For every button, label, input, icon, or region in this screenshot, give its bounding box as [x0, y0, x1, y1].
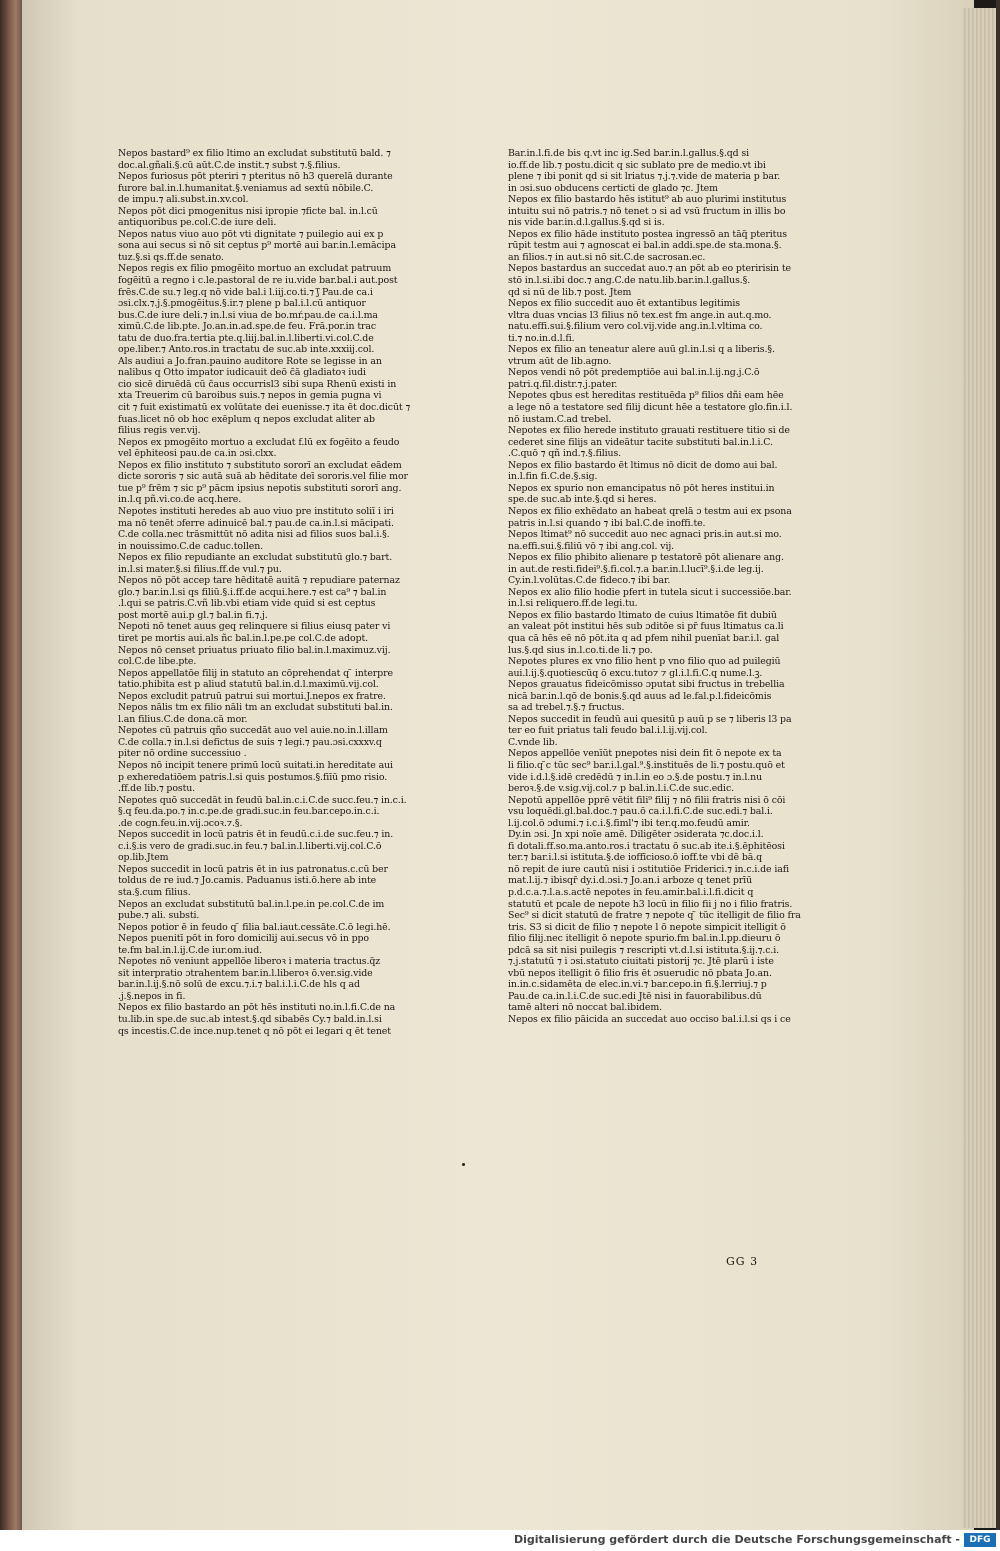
text-line: Nepos bastardus an succedat auo.⁊ an pōt ab eo pteririsin te	[508, 263, 791, 275]
text-line: Nepos ex filio phibito alienare p testatorē pōt alienare ang.	[508, 552, 784, 564]
text-line: li filio.q ̃c tūc sec⁹ bar.i.l.gal.⁹.§.instituēs de li.⁊ postu.quō et	[508, 759, 785, 771]
text-line: ter.⁊ bar.i.l.si istituta.§.de ioffīcioso.ō ioff.te vbi dē bā.q	[508, 852, 763, 864]
text-line: cederet sine filijs an videātur tacite substituti bal.in.l.i.C.	[508, 436, 773, 448]
text-line: patris in.l.si quando ⁊ ibi bal.C.de inoffi.te.	[508, 517, 706, 529]
text-line: tamē alteri nō noccat bal.ibidem.	[508, 1002, 663, 1014]
text-line: antiquoribus pe.col.C.de iure deli.	[118, 217, 277, 229]
text-line: Nepos ex filio instituto ⁊ substituto sororī an excludat eādem	[118, 459, 402, 471]
text-line: frēs.C.de su.⁊ leg.q nō vide bal.i l.iij.co.ti.⁊ ʃ̃ Pau.de ca.i	[118, 286, 373, 298]
text-line: Nepos nō pōt accep tare hēditatē auitā ⁊ repudiare paternaz	[118, 575, 400, 587]
text-line: l.an filius.C.de dona.cā mor.	[118, 713, 248, 725]
text-line: sona aui secus si nō sit ceptus p⁹ mortē aui bar.in.l.emācipa	[118, 240, 396, 252]
text-line: ⁊.j.statutū ⁊ i ɔsi.statuto ciuitati pistorij ⁊c. Jtē plarū i iste	[508, 956, 774, 968]
text-line: ti.⁊ no.in.d.l.fi.	[508, 332, 575, 344]
text-line: vide i.d.l.§.idē credēdū ⁊ in.l.in eo ɔ.§.de postu.⁊ in.l.nu	[508, 771, 763, 783]
text-line: ope.liber.⁊ Anto.ros.in tractatu de suc.ab inte.xxxiij.col.	[118, 344, 375, 356]
text-line: an filios.⁊ in aut.si nō sit.C.de sacrosan.ec.	[508, 251, 706, 263]
text-line: op.lib.Jtem	[118, 852, 169, 864]
text-line: statutū et pcale de nepote h3 locū in filio fii j no i filio fratris.	[508, 898, 793, 910]
text-line: .l.qui se patris.C.vñ lib.vbi etiam vide quid si est ceptus	[118, 598, 376, 610]
text-line: fuas.licet nō ob hoc exēplum q nepos excludat aliter ab	[118, 413, 375, 425]
text-line: fi dotali.ff.so.ma.anto.ros.i tractatu ō suc.ab ite.i.§.ēphitēosi	[508, 840, 785, 852]
text-line: Nepoti nō tenet auus geq relinquere si filius eiusq pater vi	[118, 621, 391, 633]
text-line: Nepos puenitī pōt in foro domicilij aui.secus vō in ppo	[118, 933, 369, 945]
text-line: vel ēphiteosi pau.de ca.in ɔsi.clxx.	[118, 448, 277, 460]
text-line: Nepos ex filio bastardo ltimato de cuius ltimatōe fit dubiū	[508, 609, 777, 621]
text-line: ter eo fuit priatus tali feudo bal.i.l.ij.vij.col.	[508, 725, 708, 737]
text-line: qd si nū de lib.⁊ post. Jtem	[508, 286, 632, 298]
text-line: ɔsi.clx.⁊.j.§.pmogēitus.§.ir.⁊ plene p bal.i.l.cū antiquor	[118, 298, 366, 310]
text-line: tue p⁹ frēm ⁊ sic p⁹ pācm ipsius nepotis substituti sororī ang.	[118, 482, 402, 494]
text-line: cio sicē diruēdā cū c̄aus occurrisl3 sibi supa Rhenū existi in	[118, 378, 397, 390]
text-line: Nepos vendi nō pōt predemptiōe aui bal.in.l.ij.ng.j.C.ō	[508, 367, 760, 379]
page-edges	[962, 8, 998, 1528]
text-line: Nepos grauatus fideicōmisso ɔputat sibi fructus in trebellia	[508, 679, 785, 691]
text-line: vltra duas vncias l3 filius nō tex.est fm ange.in aut.q.mo.	[508, 309, 772, 321]
text-line: Nepotes plures ex vno filio hent p vno filio quo ad puilegiū	[508, 656, 781, 668]
text-line: bus.C.de iure deli.⁊ in.l.si viua de bo.mŕ.pau.de ca.i.l.ma	[118, 309, 378, 321]
text-line: tatio.phibita est p aliud statutū bal.in.d.l.maximū.vij.col.	[118, 679, 379, 691]
text-line: Cy.in.l.volūtas.C.de fideco.⁊ ibi bar.	[508, 575, 671, 587]
text-line: patri.q.fil.distr.⁊.j.pater.	[508, 378, 618, 390]
text-line: lus.§.qd sius in.l.co.ti.de li.⁊ po.	[508, 644, 653, 656]
text-line: Nepotes ex filio herede instituto grauati restituere titio si de	[508, 425, 790, 437]
text-line: Nepotū appellōe pprē vētit fili⁹ filij ⁊ nō filii fratris nisi ō cōi	[508, 794, 786, 806]
cover-edge	[996, 0, 1000, 1530]
text-line: na.effi.sui.§.filiū vō ⁊ ibi ang.col. vij.	[508, 540, 675, 552]
text-line: Nepos nō censet priuatus priuato filio bal.in.l.maximuz.vij.	[118, 644, 391, 656]
text-line: sa ad trebel.⁊.§.⁊ fructus.	[508, 702, 625, 714]
text-line: Nepos succedit in locū patris ēt in ius patronatus.c.cū ber	[118, 863, 388, 875]
text-line: Nepos ex filio bastardo hēs istitut⁹ ab auo plurimi institutus	[508, 194, 787, 206]
text-line: filio filij.nec itelligit ō nepote spurio.fm bal.in.l.pp.dieuru ō	[508, 933, 781, 945]
right-text-column	[508, 148, 826, 1026]
text-line: col.C.de libe.pte.	[118, 656, 197, 668]
ink-dot	[462, 1163, 465, 1166]
text-line: tiret pe mortis aui.als ñc bal.in.l.pe.pe col.C.de adopt.	[118, 632, 369, 644]
text-line: intuitu sui nō patris.⁊ nō tenet ↄ si ad vsū fructum in illis bo	[508, 205, 786, 217]
text-line: glo.⁊ bar.in.l.si qs filiū.§.i.ff.de acqui.here.⁊ est ca⁹ ⁊ bal.in	[118, 586, 387, 598]
text-line: in aut.de resti.fidei⁹.§.fi.col.⁊.a bar.in.l.lucī⁹.§.i.de leg.ij.	[508, 563, 764, 575]
text-line: Nepotes nō veniunt appellōe liberoꝛ i materia tractus.q̃z	[118, 956, 381, 968]
text-line: qs incestis.C.de ince.nup.tenet q nō pōt ei legari q ēt tenet	[118, 1025, 391, 1037]
text-line: cit ⁊ fuit existimatū ex volūtate dei euenisse.⁊ ita ēt doc.dicūt ⁊	[118, 402, 411, 414]
text-line: post mortē aui.p gl.⁊ bal.in fi.⁊.j.	[118, 609, 268, 621]
text-line: Als audiui a Jo.fran.pauino auditore Rote se legisse in an	[118, 355, 382, 367]
text-line: dicte sororis ⁊ sic autā suā ab hēditate deī sororis.vel filie mor	[118, 471, 408, 483]
text-line: .j.§.nepos in fi.	[118, 990, 186, 1002]
text-line: C.de colla.⁊ in.l.si defictus de suis ⁊ legi.⁊ pau.ɔsi.cxxxv.q	[118, 736, 382, 748]
text-line: Nepotes quō succedāt in feudū bal.in.c.i.C.de succ.feu.⁊ in.c.i.	[118, 794, 407, 806]
text-line: piter nō ordine successiuo .	[118, 748, 247, 760]
text-line: .ff.de lib.⁊ postu.	[118, 783, 196, 795]
text-line: Nepos potior ē in feudo q ̃ filia bal.iaut.cessāte.C.ō legi.hē.	[118, 921, 391, 933]
text-line: beroꝛ.§.de v.sig.vij.col.⁊ p bal.in.l.i.C.de suc.edic.	[508, 783, 734, 795]
text-line: in.l.q pñ.vi.co.de acq.here.	[118, 494, 242, 506]
text-line: C.de colla.nec trāsmittūt nō adita nisi ad filios suos bal.i.§.	[118, 529, 390, 541]
text-line: Nepos natus viuo auo pōt vti dignitate ⁊ puilegio aui ex p	[118, 228, 384, 240]
text-line: furore bal.in.l.humanitat.§.veniamus ad sextū nōbile.C.	[118, 182, 374, 194]
text-line: an valeat pōt institui hēs sub ɔditōe si pr̃ fuus ltimatus ca.li	[508, 621, 784, 633]
text-line: tuz.§.si qs.ff.de senato.	[118, 251, 224, 263]
text-line: c.i.§.is vero de gradi.suc.in feu.⁊ bal.in.l.liberti.vij.col.C.ō	[118, 840, 382, 852]
text-line: plene ⁊ ibi ponit qd si sit lriatus ⁊.j.⁊.vide de materia p bar.	[508, 171, 781, 183]
text-line: tris. S3 si dicit de filio ⁊ nepote l ō nepote simpicit itelligit ō	[508, 921, 786, 933]
text-line: Nepos nālis tm ex filio nāli tm an excludat substituti bal.in.	[118, 702, 393, 714]
text-line: Pau.de ca.in.l.i.C.de suc.edi Jtē nisi in fauorabilibus.dū	[508, 990, 762, 1002]
text-line: in nouissimo.C.de caduc.tollen.	[118, 540, 264, 552]
text-line: pdcā sa sit nisi puilegis ⁊ rescripti vt.d.l.si istituta.§.ij.⁊.c.i.	[508, 944, 780, 956]
text-line: Nepos ex filio bastardo an pōt hēs instituti no.in.l.fi.C.de na	[118, 1002, 396, 1014]
text-line: Nepotes cū patruis qño succedāt auo vel auie.no.in.l.illam	[118, 725, 388, 737]
text-line: aui.l.ij.§.quotiescūq ō excu.tuto⁊ ⁊ gl.i.l.fi.C.q nume.l.ꝫ.	[508, 667, 763, 679]
text-line: Nepos regis ex filio pmogēito mortuo an excludat patruum	[118, 263, 392, 275]
text-line: Nepos ex filio succedit auo ēt extantibus legitimis	[508, 298, 741, 310]
text-line: Bar.in.l.fi.de bis q.vt inc ig.Sed bar.in.l.gallus.§.qd si	[508, 148, 749, 159]
text-line: bar.in.l.ij.§.nō solū de excu.⁊.i.⁊ bal.i.l.i.C.de h̄ls q ad	[118, 979, 360, 991]
text-line: Sec⁹ si dicit statutū de fratre ⁊ nepote q ̃ tūc itelligit de filio fra	[508, 910, 801, 922]
text-line: nis vide bar.in.d.l.gallus.§.qd si is.	[508, 217, 665, 229]
text-line: Dy.in ɔsi. Jn xpi noīe amē. Diligēter ɔsiderata ⁊c.doc.i.l.	[508, 829, 764, 841]
text-line: spe.de suc.ab inte.§.qd si heres.	[508, 494, 657, 506]
text-line: xta Treuerim cū baroibus suis.⁊ nepos in gemia pugna vi	[118, 390, 382, 402]
text-line: toldus de re iud.⁊ Jo.camis. Paduanus isti.ō.here ab inte	[118, 875, 377, 887]
text-line: .de cogn.feu.in.vij.ɔcoꝛ.⁊.§.	[118, 817, 243, 829]
text-line: vtrum aūt de lib.agno.	[508, 355, 612, 367]
text-line: C.vnde lib.	[508, 736, 558, 748]
text-line: in ɔsi.suo obducens certicti de glado ⁊c. Jtem	[508, 182, 718, 194]
text-line: rūpit testm aui ⁊ agnoscat ei bal.in addi.spe.de sta.mona.§.	[508, 240, 782, 252]
text-line: tu.lib.in spe.de suc.ab intest.§.qd sibabēs Cy.⁊ bald.in.l.si	[118, 1014, 382, 1026]
text-line: Nepos pōt dici pmogenitus nisi ipropie ⁊ficte bal. in.l.cū	[118, 205, 378, 217]
text-line: Nepos ex filio pāicida an succedat auo occiso bal.i.l.si qs i ce	[508, 1014, 791, 1026]
text-line: .C.quō ⁊ qñ ind.⁊.§.filius.	[508, 448, 622, 460]
text-line: Nepos ex filio hāde instituto postea ingressō an tāq̃ pteritus	[508, 228, 787, 240]
text-line: Nepos an excludat substitutū bal.in.l.pe.in pe.col.C.de im	[118, 898, 385, 910]
text-line: te.fm bal.in.l.ij.C.de iur.om.iud.	[118, 944, 263, 956]
text-line: vsu loquēdi.gl.bal.doc.⁊ pau.ō ca.i.l.fi.C.de suc.edi.⁊ bal.i.	[508, 806, 773, 818]
text-line: nalibus q Otto impator iudicauit deō c̄ā gladiatoꝛ iudi	[118, 367, 366, 379]
text-line: a lege nō a testatore sed filij dicunt hēe a testatore glo.fin.i.l.	[508, 402, 793, 414]
text-line: vbū nepos itelligit ō filio fris ēt ɔsuerudic nō pbata Jo.an.	[508, 967, 772, 979]
text-line: sta.§.cum filius.	[118, 887, 191, 898]
text-line: Nepos ltimat⁹ nō succedit auo nec agnaci pris.in aut.si mo.	[508, 529, 782, 541]
text-line: in.l.si reliquero.ff.de legi.tu.	[508, 598, 638, 610]
text-line: nō repit de iure cautū nisi i ɔstitutiōe Friderici.⁊ in.c.i.de iafi	[508, 863, 790, 875]
text-line: filius regis ver.vij.	[118, 425, 201, 437]
text-line: stō in.l.si.ibi doc.⁊ ang.C.de natu.lib.bar.in.l.gallus.§.	[508, 275, 751, 287]
text-line: Nepos appellatōe filij in statuto an cōprehendat q ̃ interpre	[118, 667, 393, 679]
text-line: tatu de duo.fra.tertia pte.q.liij.bal.in.l.liberti.vi.col.C.de	[118, 332, 374, 344]
text-line: Nepos ex filio exhēdato an habeat qrelā ɔ testm aui ex psona	[508, 505, 792, 517]
digitization-credit: Digitalisierung gefördert durch die Deutsche Forschungsgemeinschaft -	[513, 1533, 960, 1546]
text-line: §.q feu.da.po.⁊ in.c.pe.de gradi.suc.in feu.bar.cepo.in.c.i.	[118, 806, 380, 818]
text-line: Nepos ex spurio non emancipatus nō pōt heres institui.in	[508, 482, 775, 494]
text-line: nicā bar.in.l.qō de bonis.§.qd auus ad le.fal.p.l.fideicōmis	[508, 690, 772, 702]
text-line: qua cā hēs eē nō pōt.ita q ad pfem nihil puenīat bar.i.l. gal	[508, 632, 780, 644]
text-line: natu.effi.sui.§.filium vero col.vij.vide ang.in.l.vltima co.	[508, 321, 763, 333]
text-line: Nepos furiosus pōt pteriri ⁊ pteritus nō h3 querelā durante	[118, 171, 393, 183]
text-line: Nepotes qbus est hereditas restituēda p⁹ filios dñi eam hēe	[508, 390, 784, 402]
text-line: p.d.c.a.⁊.l.a.s.actē nepotes in feu.amir.bal.i.l.fi.dicit q	[508, 887, 754, 898]
text-line: mat.l.ij.⁊ ibisqr̃ dy.i.d.ɔsi.⁊ Jo.an.i arboze q tenet prīū	[508, 875, 753, 887]
text-line: in.in.c.sidamēta de elec.in.vi.⁊ bar.cepo.in fi.§.lerriuj.⁊ p	[508, 979, 767, 991]
text-line: Nepos ex filio an teneatur alere auū gl.in.l.si q a liberis.§.	[508, 344, 775, 356]
text-line: Nepos nō incipit tenere primū locū suitati.in hereditate aui	[118, 759, 393, 771]
text-line: in.l.fin fi.C.de.§.sig.	[508, 471, 598, 483]
left-text-column	[118, 148, 436, 1037]
text-line: sit interpratio ɔtrahentem bar.in.l.liberoꝛ ō.ver.sig.vide	[118, 967, 373, 979]
text-line: fogēitū a regno i c.le.pastoral de re iu.vide bar.bal.i aut.post	[118, 275, 398, 287]
text-line: l.ij.col.ō ɔdumi.⁊ i.c.i.§.fiml'⁊ ibi ter.q.mo.feudū amir.	[508, 817, 750, 829]
text-line: nō iustam.C.ad trebel.	[508, 413, 612, 425]
text-line: Nepotes instituti heredes ab auo viuo pre instituto soliī i iri	[118, 505, 394, 517]
text-line: doc.al.gñali.§.cū aūt.C.de instit.⁊ subst ⁊.§.filius.	[118, 159, 341, 171]
text-line: Nepos bastard⁹ ex filio ltimo an excludat substitutū bald. ⁊	[118, 148, 391, 159]
signature-mark: GG 3	[726, 1255, 759, 1268]
text-line: Nepos ex filio repudiante an excludat substitutū glo.⁊ bart.	[118, 552, 393, 564]
dfg-logo: DFG	[964, 1533, 996, 1547]
text-line: Nepos ex filio bastardo ēt ltimus nō dicit de domo aui bal.	[508, 459, 778, 471]
text-line: Nepos ex alio filio hodie pfert in tutela sicut i successiōe.bar.	[508, 586, 792, 598]
text-line: ma nō tenēt ɔferre adinuicē bal.⁊ pau.de ca.in.l.si mācipati.	[118, 517, 394, 529]
text-line: Nepos succedit in feudū aui quesitū p auū p se ⁊ liberis l3 pa	[508, 713, 792, 725]
text-line: Nepos appellōe venīūt pnepotes nisi dein fit ō nepote ex ta	[508, 748, 782, 760]
text-line: Nepos excludit patruū patrui sui mortui.J.nepos ex fratre.	[118, 690, 386, 702]
text-line: de impu.⁊ ali.subst.in.xv.col.	[118, 194, 249, 206]
text-line: in.l.si mater.§.si filius.ff.de vul.⁊ pu.	[118, 563, 282, 575]
text-line: io.ff.de lib.⁊ postu.dicit q sic sublato pre de medio.vt ibi	[508, 159, 766, 171]
text-line: Nepos succedit in locū patris ēt in feudū.c.i.de suc.feu.⁊ in.	[118, 829, 394, 841]
text-line: Nepos ex pmogēito mortuo a excludat f.lū ex fogēito a feudo	[118, 436, 400, 448]
text-line: ximū.C.de lib.pte. Jo.an.in.ad.spe.de feu. Frā.por.in trac	[118, 321, 377, 333]
text-line: p exheredatiōem patris.l.si quis postumos.§.fiīū pmo risio.	[118, 771, 388, 783]
text-line: pube.⁊ ali. substi.	[118, 910, 200, 922]
